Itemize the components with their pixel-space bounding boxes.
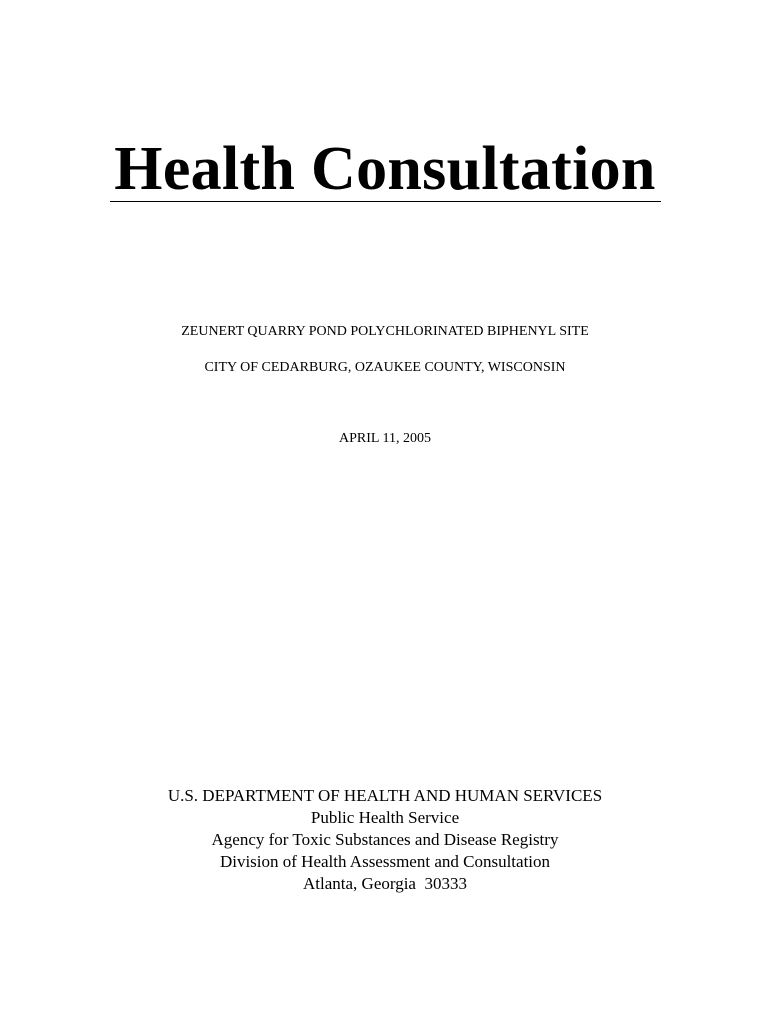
department-name: U.S. DEPARTMENT OF HEALTH AND HUMAN SERVICES (167, 786, 603, 805)
service-name: Public Health Service (310, 808, 460, 827)
site-name: ZEUNERT QUARRY POND POLYCHLORINATED BIPHENYL SITE (181, 324, 589, 339)
site-location: CITY OF CEDARBURG, OZAUKEE COUNTY, WISCONSIN (204, 360, 566, 375)
title-underline-rule (110, 201, 661, 202)
publisher-block (0, 785, 770, 895)
report-date: APRIL 11, 2005 (339, 431, 431, 446)
agency-name: Agency for Toxic Substances and Disease Registry (211, 830, 559, 849)
division-name: Division of Health Assessment and Consultation (219, 852, 551, 871)
page-title: Health Consultation (114, 135, 656, 203)
publisher-address: Atlanta, Georgia 30333 (303, 874, 467, 893)
